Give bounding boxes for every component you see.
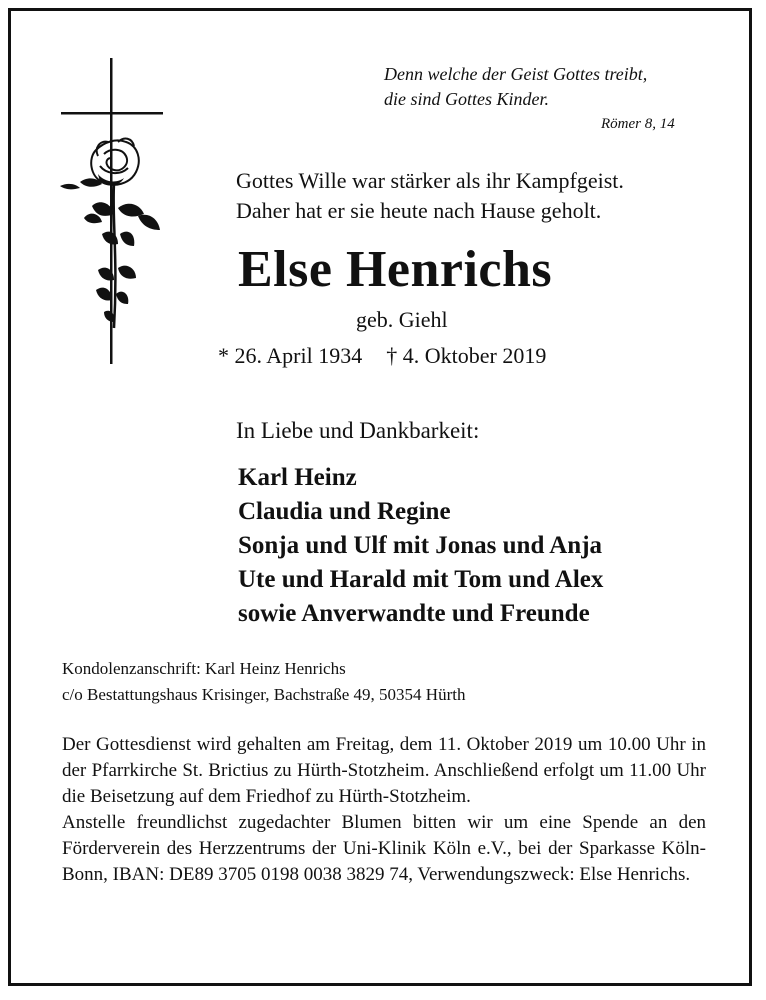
service-notice [62, 732, 706, 888]
service-paragraph: Der Gottesdienst wird gehalten am Freitag, dem 11. Oktober 2019 um 10.00 Uhr in der Pfarrkirche St. Brictius zu Hürth-Stotzheim. Anschließend erfolgt um 11.00 Uhr die Beisetzung auf dem Friedhof zu Hürth-Stotzheim. [62, 734, 706, 807]
condolence-line: Kondolenzanschrift: Karl Heinz Henrichs [62, 659, 346, 678]
life-dates [218, 343, 546, 369]
bible-verse [384, 62, 647, 112]
verse-line: die sind Gottes Kinder. [384, 89, 549, 109]
mourner-line: Claudia und Regine [238, 498, 451, 525]
mourners-list [238, 461, 603, 631]
mourners-heading: In Liebe und Dankbarkeit: [236, 418, 480, 443]
death-date: † 4. Oktober 2019 [386, 343, 547, 368]
deceased-name: Else Henrichs [238, 241, 553, 298]
donation-paragraph: Anstelle freundlichst zugedachter Blumen bitten wir um eine Spende an den Förderverein des Herzzentrums der Uni-Klinik Köln e.V., bei der Sparkasse Köln-Bonn, IBAN: DE89 3705 0198 0038 3829 74, Verwendungszweck: Else Henrichs. [62, 812, 706, 885]
mourner-line: Karl Heinz [238, 464, 357, 491]
condolence-address [62, 656, 465, 708]
cross-with-rose-icon [58, 58, 168, 368]
verse-reference: Römer 8, 14 [601, 116, 675, 132]
condolence-line: c/o Bestattungshaus Krisinger, Bachstraße 49, 50354 Hürth [62, 685, 466, 704]
intro-line: Gottes Wille war stärker als ihr Kampfgeist. [236, 168, 624, 193]
intro-line: Daher hat er sie heute nach Hause geholt. [236, 198, 602, 223]
intro-text [236, 166, 624, 226]
mourner-line: sowie Anverwandte und Freunde [238, 600, 590, 627]
verse-line: Denn welche der Geist Gottes treibt, [384, 64, 648, 84]
birth-date: * 26. April 1934 [218, 343, 363, 368]
maiden-name: geb. Giehl [356, 307, 448, 332]
mourner-line: Sonja und Ulf mit Jonas und Anja [238, 532, 603, 559]
mourner-line: Ute und Harald mit Tom und Alex [238, 566, 604, 593]
